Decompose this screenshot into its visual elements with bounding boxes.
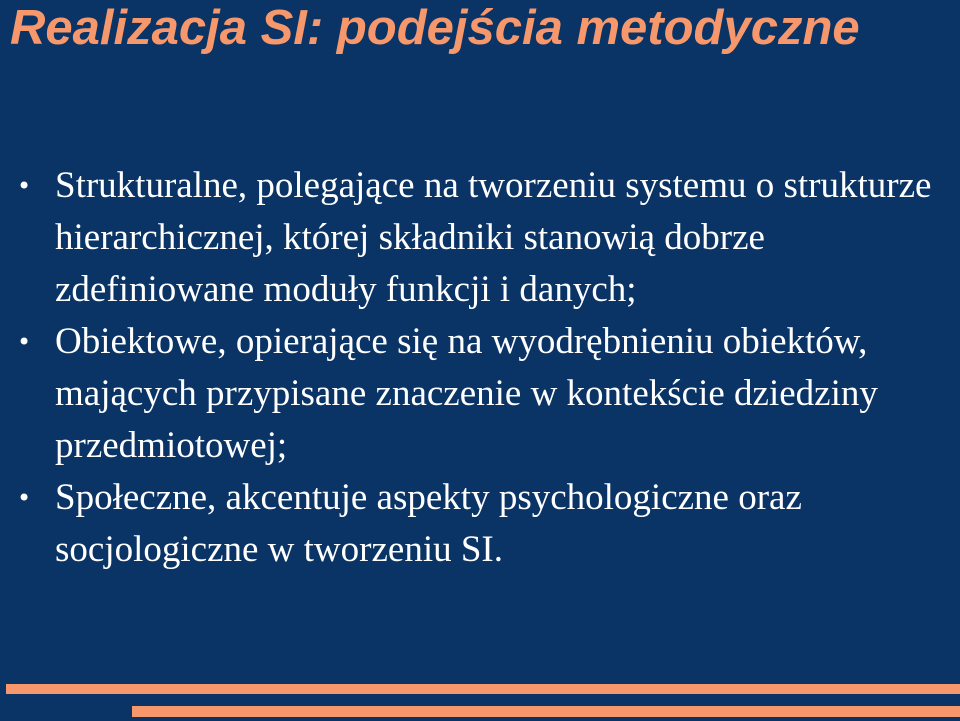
bullet-icon: • <box>17 328 32 356</box>
bullet-item <box>0 316 940 472</box>
bullet-text: Społeczne, akcentuje aspekty psychologiczne oraz socjologiczne w tworzeniu SI. <box>55 477 802 570</box>
slide-title: Realizacja SI: podejścia metodyczne <box>10 1 860 55</box>
bullet-icon: • <box>17 484 32 512</box>
bullet-text: Obiektowe, opierające się na wyodrębnieniu obiektów, mających przypisane znaczenie w kontekście dziedziny przedmiotowej; <box>55 321 878 466</box>
decorative-bar-top <box>6 684 960 694</box>
bullet-item <box>0 160 940 316</box>
bullet-list <box>0 160 940 576</box>
bullet-icon: • <box>17 172 32 200</box>
decorative-bar-bottom <box>132 706 960 717</box>
bullet-text: Strukturalne, polegające na tworzeniu systemu o strukturze hierarchicznej, której składniki stanowią dobrze zdefiniowane moduły funkcji i danych; <box>55 165 932 310</box>
bullet-item <box>0 472 940 576</box>
